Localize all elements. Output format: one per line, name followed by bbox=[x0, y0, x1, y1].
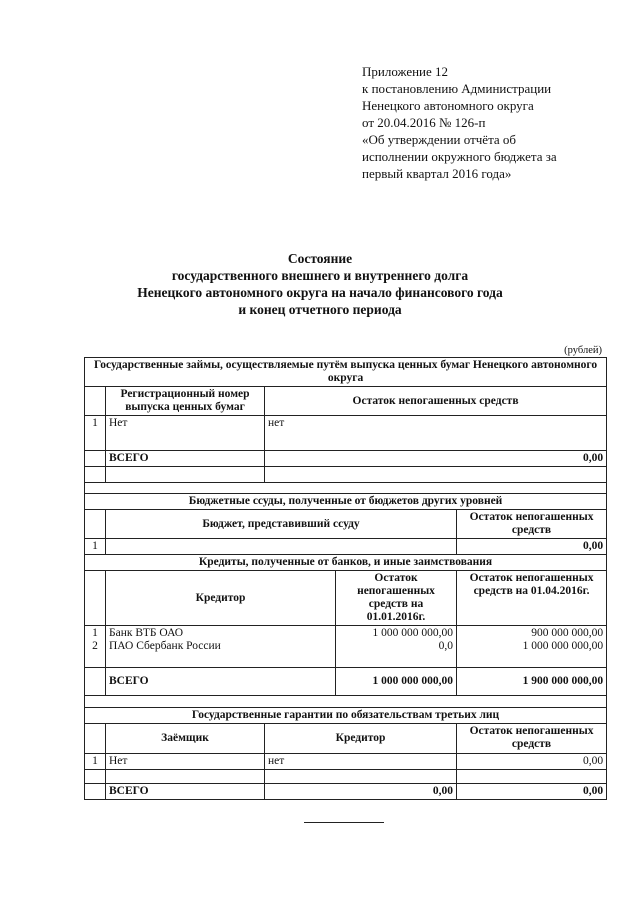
total-start-value: 1 000 000 000,00 bbox=[336, 668, 457, 696]
row-number: 1 bbox=[85, 416, 106, 451]
row-number: 1 bbox=[85, 539, 106, 555]
total-label: ВСЕГО bbox=[106, 784, 265, 800]
column-header-row bbox=[85, 724, 607, 754]
guarantees-header: Государственные гарантии по обязательствам третьих лиц bbox=[85, 708, 607, 724]
spacer-row bbox=[85, 483, 607, 494]
start-balance-cell bbox=[336, 626, 457, 668]
section-header-row bbox=[85, 555, 607, 571]
reg-number-header: Регистрационный номер выпуска ценных бумаг bbox=[106, 387, 265, 416]
guarantee-creditor-header: Кредитор bbox=[265, 724, 457, 754]
end-balance-value: 900 000 000,00 bbox=[531, 627, 604, 639]
title-line: и конец отчетного периода bbox=[238, 302, 402, 317]
table-row bbox=[85, 539, 607, 555]
loan-rest-value: 0,00 bbox=[457, 539, 607, 555]
total-label: ВСЕГО bbox=[106, 451, 265, 467]
total-row bbox=[85, 668, 607, 696]
appendix-line: к постановлению Администрации bbox=[362, 81, 552, 96]
reg-number-cell: Нет bbox=[106, 416, 265, 451]
appendix-line: от 20.04.2016 № 126-п bbox=[362, 115, 486, 130]
guarantee-rest-value: 0,00 bbox=[457, 754, 607, 770]
borrower-cell: Нет bbox=[106, 754, 265, 770]
end-balance-header: Остаток непогашенных средств на 01.04.2016г. bbox=[457, 571, 607, 626]
start-balance-header: Остаток непогашенных средств на 01.01.2016г. bbox=[336, 571, 457, 626]
total-rest-value: 0,00 bbox=[457, 784, 607, 800]
credits-header: Кредиты, полученные от банков, и иные заимствования bbox=[85, 555, 607, 571]
appendix-line: первый квартал 2016 года» bbox=[362, 166, 512, 181]
title-line: Состояние bbox=[287, 251, 353, 266]
spacer-row bbox=[85, 696, 607, 708]
section-header-row bbox=[85, 494, 607, 510]
section-header-row bbox=[85, 358, 607, 387]
table-row bbox=[85, 626, 607, 668]
appendix-line: «Об утверждении отчёта об bbox=[362, 132, 517, 147]
total-row bbox=[85, 451, 607, 467]
appendix-line: Ненецкого автономного округа bbox=[362, 98, 534, 113]
column-header-row bbox=[85, 571, 607, 626]
borrower-header: Заёмщик bbox=[106, 724, 265, 754]
column-header-row bbox=[85, 510, 607, 539]
row-number-1: 1 bbox=[92, 627, 98, 639]
end-balance-cell bbox=[457, 626, 607, 668]
num-cell bbox=[85, 571, 106, 626]
num-cell bbox=[85, 510, 106, 539]
rest-header: Остаток непогашенных средств bbox=[265, 387, 607, 416]
column-header-row bbox=[85, 387, 607, 416]
start-balance-value: 1 000 000 000,00 bbox=[372, 627, 453, 639]
securities-header: Государственные займы, осуществляемые путём выпуска ценных бумаг Ненецкого автономного округа bbox=[85, 358, 607, 387]
creditor-cell bbox=[106, 626, 336, 668]
footer-divider bbox=[304, 822, 384, 823]
appendix-block bbox=[362, 63, 632, 182]
row-number bbox=[85, 626, 106, 668]
title-line: государственного внешнего и внутреннего долга bbox=[171, 268, 469, 283]
blank-row bbox=[85, 770, 607, 784]
budget-cell bbox=[106, 539, 457, 555]
total-label: ВСЕГО bbox=[106, 668, 336, 696]
section-header-row bbox=[85, 708, 607, 724]
total-creditor-value: 0,00 bbox=[265, 784, 457, 800]
creditor-name: Банк ВТБ ОАО bbox=[109, 627, 184, 639]
guarantee-creditor-cell: нет bbox=[265, 754, 457, 770]
appendix-line: исполнении окружного бюджета за bbox=[362, 149, 557, 164]
start-balance-value: 0,0 bbox=[438, 640, 453, 652]
creditor-name: ПАО Сбербанк России bbox=[109, 640, 221, 652]
document-title bbox=[0, 250, 640, 318]
guarantee-rest-header: Остаток непогашенных средств bbox=[457, 724, 607, 754]
end-balance-value: 1 000 000 000,00 bbox=[522, 640, 604, 652]
row-number-2: 2 bbox=[92, 640, 98, 652]
loan-rest-header: Остаток непогашенных средств bbox=[457, 510, 607, 539]
budget-header: Бюджет, представивший ссуду bbox=[106, 510, 457, 539]
row-number: 1 bbox=[85, 754, 106, 770]
table-row bbox=[85, 754, 607, 770]
loans-header: Бюджетные ссуды, полученные от бюджетов других уровней bbox=[85, 494, 607, 510]
num-cell bbox=[85, 387, 106, 416]
total-row bbox=[85, 784, 607, 800]
blank-row bbox=[85, 467, 607, 483]
total-value: 0,00 bbox=[265, 451, 607, 467]
debt-table bbox=[84, 357, 607, 800]
num-cell bbox=[85, 451, 106, 467]
num-cell bbox=[85, 784, 106, 800]
creditor-header: Кредитор bbox=[106, 571, 336, 626]
unit-label: (рублей) bbox=[564, 345, 602, 356]
table-row bbox=[85, 416, 607, 451]
rest-cell: нет bbox=[265, 416, 607, 451]
appendix-line: Приложение 12 bbox=[362, 64, 449, 79]
num-cell bbox=[85, 668, 106, 696]
title-line: Ненецкого автономного округа на начало финансового года bbox=[137, 285, 503, 300]
total-end-value: 1 900 000 000,00 bbox=[457, 668, 607, 696]
num-cell bbox=[85, 724, 106, 754]
